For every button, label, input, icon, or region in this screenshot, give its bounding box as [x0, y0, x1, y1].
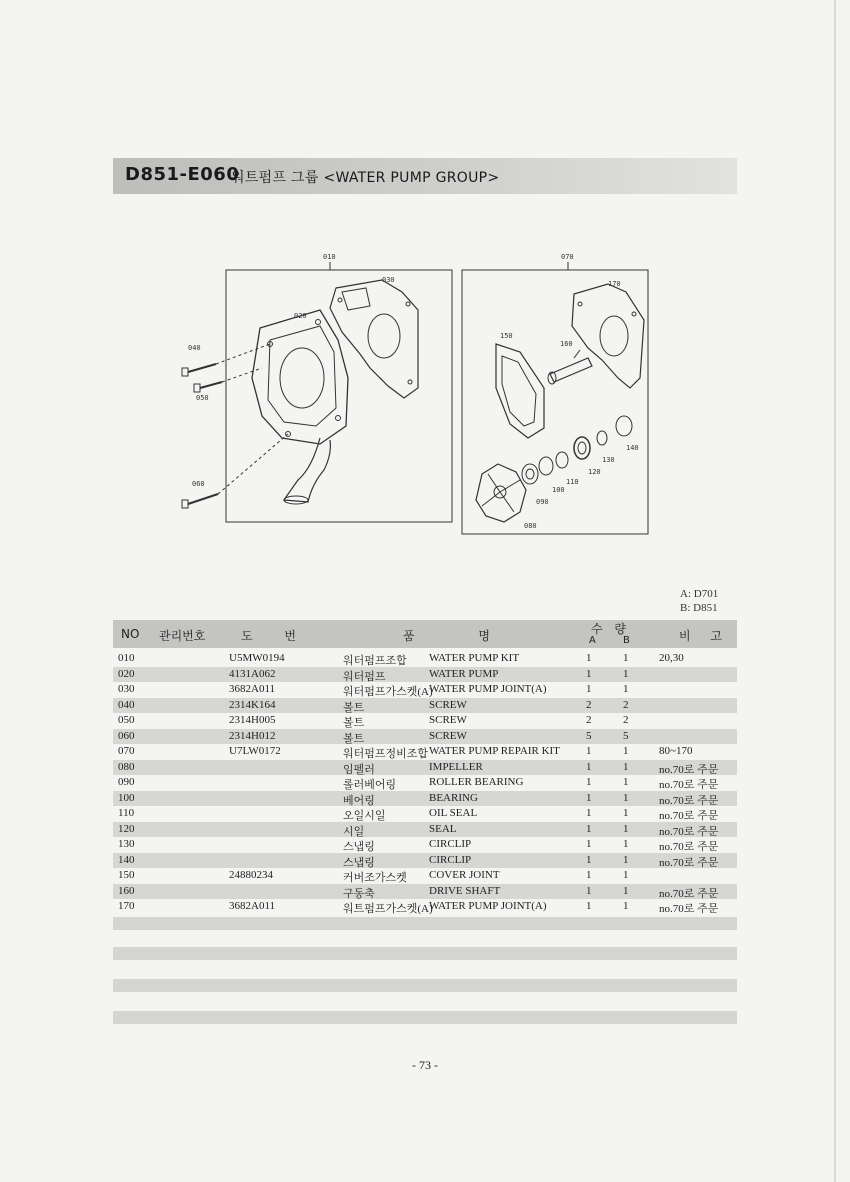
label-170: 170 [608, 280, 621, 288]
row-no: 140 [118, 853, 135, 866]
label-160: 160 [560, 340, 573, 348]
row-english-name: DRIVE SHAFT [429, 884, 501, 897]
row-korean-name: 시일 [343, 825, 365, 838]
seal-120 [574, 437, 590, 459]
header-quantity-b: B [623, 635, 630, 646]
row-remark: no.70로 주문 [659, 887, 719, 900]
row-qty-b: 1 [623, 760, 629, 773]
label-140: 140 [626, 444, 639, 452]
row-english-name: CIRCLIP [429, 838, 472, 850]
row-qty-b: 1 [623, 869, 629, 881]
row-qty-a: 1 [586, 807, 592, 819]
row-qty-a: 1 [586, 853, 592, 866]
row-qty-a: 1 [586, 652, 592, 664]
row-no: 070 [118, 745, 135, 757]
label-060: 060 [192, 480, 205, 488]
row-drawing-number: 2314H012 [229, 729, 276, 742]
row-no: 040 [118, 698, 135, 711]
row-korean-name: 워터펌프조합 [343, 655, 407, 667]
row-remark: no.70로 주문 [659, 856, 719, 869]
row-english-name: COVER JOINT [429, 869, 500, 881]
row-qty-a: 2 [586, 714, 592, 726]
row-no: 110 [118, 807, 135, 819]
table-row [113, 899, 737, 915]
table-row [113, 853, 737, 869]
row-no: 120 [118, 822, 135, 835]
header-management-number: 관리번호 [159, 629, 206, 643]
row-drawing-number: 24880234 [229, 869, 273, 881]
bolt-040 [182, 364, 216, 376]
row-english-name: IMPELLER [429, 760, 483, 773]
bearing-100 [539, 457, 553, 475]
row-no: 170 [118, 900, 135, 912]
row-english-name: CIRCLIP [429, 853, 472, 866]
row-english-name: SCREW [429, 729, 467, 742]
row-qty-b: 2 [623, 698, 629, 711]
row-drawing-number: U5MW0194 [229, 652, 285, 664]
row-english-name: WATER PUMP JOINT(A) [429, 683, 547, 695]
table-row [113, 744, 737, 760]
row-english-name: OIL SEAL [429, 807, 478, 819]
row-no: 130 [118, 838, 135, 850]
row-korean-name: 볼트 [343, 732, 365, 745]
empty-row-band [113, 979, 737, 992]
row-qty-a: 1 [586, 869, 592, 881]
row-no: 150 [118, 869, 135, 881]
empty-row-band [113, 947, 737, 960]
row-qty-a: 2 [586, 698, 592, 711]
table-row [113, 698, 737, 714]
label-110: 110 [566, 478, 579, 486]
row-qty-a: 1 [586, 745, 592, 757]
row-english-name: SEAL [429, 822, 457, 835]
table-row [113, 806, 737, 822]
table-row [113, 729, 737, 745]
gasket-170 [572, 284, 644, 388]
label-150: 150 [500, 332, 513, 340]
empty-row-band [113, 1011, 737, 1024]
row-drawing-number: 2314K164 [229, 698, 276, 711]
table-row [113, 837, 737, 853]
row-no: 080 [118, 760, 135, 773]
label-130: 130 [602, 456, 615, 464]
row-english-name: WATER PUMP REPAIR KIT [429, 745, 560, 757]
row-no: 160 [118, 884, 135, 897]
row-korean-name: 오일시일 [343, 810, 386, 822]
row-remark: no.70로 주문 [659, 903, 719, 915]
parts-table-body [113, 651, 737, 915]
row-qty-a: 5 [586, 729, 592, 742]
exploded-parts-diagram [170, 248, 650, 544]
assembly-010-box [226, 270, 452, 522]
label-100: 100 [552, 486, 565, 494]
table-row [113, 868, 737, 884]
label-090: 090 [536, 498, 549, 506]
row-qty-a: 1 [586, 791, 592, 804]
header-part-name: 품 명 [403, 629, 520, 643]
header-quantity-a: A [589, 635, 596, 646]
circlip-140 [616, 416, 632, 436]
row-korean-name: 롤러베어링 [343, 779, 397, 791]
row-korean-name: 워트펌프가스켓(A) [343, 903, 433, 915]
row-english-name: ROLLER BEARING [429, 776, 524, 788]
row-remark: no.70로 주문 [659, 794, 719, 807]
oil-seal-110 [556, 452, 568, 468]
row-drawing-number: 3682A011 [229, 683, 276, 695]
table-row [113, 682, 737, 698]
label-030: 030 [382, 276, 395, 284]
drive-shaft-160 [548, 350, 592, 384]
row-no: 090 [118, 776, 135, 788]
table-row [113, 760, 737, 776]
row-remark: no.70로 주문 [659, 779, 719, 791]
row-qty-a: 1 [586, 900, 592, 912]
table-row [113, 791, 737, 807]
row-remark: no.70로 주문 [659, 825, 719, 838]
row-english-name: WATER PUMP JOINT(A) [429, 900, 547, 912]
circlip-130 [597, 431, 607, 445]
row-english-name: SCREW [429, 698, 467, 711]
row-remark: 20,30 [659, 652, 684, 664]
row-korean-name: 볼트 [343, 717, 365, 729]
header-no: NO [121, 627, 140, 641]
model-legend [680, 587, 718, 615]
label-050: 050 [196, 394, 209, 402]
table-row [113, 651, 737, 667]
row-remark: no.70로 주문 [659, 810, 719, 822]
impeller-080 [476, 464, 526, 522]
row-qty-b: 1 [623, 822, 629, 835]
label-020: 020 [294, 312, 307, 320]
row-qty-b: 1 [623, 683, 629, 695]
row-english-name: SCREW [429, 714, 467, 726]
table-row [113, 775, 737, 791]
row-no: 100 [118, 791, 135, 804]
row-qty-b: 1 [623, 853, 629, 866]
label-010: 010 [323, 253, 336, 261]
cover-joint-150 [496, 344, 544, 438]
row-korean-name: 워터펌프 [343, 670, 386, 683]
row-korean-name: 스냅링 [343, 856, 375, 869]
row-korean-name: 워터펌프가스켓(A) [343, 686, 433, 698]
table-row [113, 667, 737, 683]
row-qty-b: 1 [623, 791, 629, 804]
row-no: 050 [118, 714, 135, 726]
label-080: 080 [524, 522, 537, 530]
row-remark: no.70로 주문 [659, 841, 719, 853]
row-remark: 80~170 [659, 745, 693, 757]
row-korean-name: 스냅링 [343, 841, 375, 853]
row-no: 020 [118, 667, 135, 680]
row-qty-b: 2 [623, 714, 629, 726]
table-row [113, 713, 737, 729]
row-english-name: WATER PUMP [429, 667, 499, 680]
row-qty-b: 1 [623, 667, 629, 680]
row-no: 010 [118, 652, 135, 664]
model-b-label: B: D851 [680, 602, 718, 614]
row-korean-name: 베어링 [343, 794, 375, 807]
row-qty-b: 1 [623, 652, 629, 664]
table-row [113, 884, 737, 900]
row-drawing-number: 3682A011 [229, 900, 276, 912]
table-row [113, 822, 737, 838]
row-qty-a: 1 [586, 884, 592, 897]
row-qty-b: 1 [623, 838, 629, 850]
row-english-name: WATER PUMP KIT [429, 652, 520, 664]
row-english-name: BEARING [429, 791, 478, 804]
label-040: 040 [188, 344, 201, 352]
parts-table-header [113, 620, 737, 648]
row-korean-name: 임펠러 [343, 763, 375, 776]
bolt-060 [182, 494, 218, 508]
header-drawing-number: 도 번 [241, 629, 310, 643]
header-quantity: 수 량 [591, 622, 630, 636]
row-qty-b: 1 [623, 745, 629, 757]
row-qty-a: 1 [586, 838, 592, 850]
row-korean-name: 구동축 [343, 887, 375, 900]
row-qty-b: 1 [623, 884, 629, 897]
model-a-label: A: D701 [680, 588, 719, 600]
page-edge-line [834, 0, 836, 1182]
row-korean-name: 볼트 [343, 701, 365, 714]
row-no: 060 [118, 729, 135, 742]
row-qty-b: 1 [623, 807, 629, 819]
row-drawing-number: U7LW0172 [229, 745, 281, 757]
row-qty-a: 1 [586, 822, 592, 835]
row-korean-name: 커버조가스켓 [343, 872, 407, 884]
row-qty-a: 1 [586, 683, 592, 695]
row-korean-name: 워터펌프정비조합 [343, 748, 429, 760]
section-title-bar [113, 158, 737, 194]
group-code: D851-E060 [125, 164, 240, 185]
bolt-050 [194, 382, 222, 392]
row-drawing-number: 4131A062 [229, 667, 276, 680]
row-qty-a: 1 [586, 760, 592, 773]
label-120: 120 [588, 468, 601, 476]
row-qty-b: 5 [623, 729, 629, 742]
page-number: - 73 - [412, 1058, 438, 1072]
header-remarks: 비 고 [679, 629, 730, 643]
row-qty-a: 1 [586, 776, 592, 788]
row-qty-b: 1 [623, 900, 629, 912]
label-070: 070 [561, 253, 574, 261]
row-drawing-number: 2314H005 [229, 714, 276, 726]
row-qty-a: 1 [586, 667, 592, 680]
row-qty-b: 1 [623, 776, 629, 788]
row-remark: no.70로 주문 [659, 763, 719, 776]
roller-bearing-090 [522, 464, 538, 484]
empty-row-band [113, 917, 737, 930]
repair-kit-070-box [462, 270, 648, 534]
group-title: 워트펌프 그룹 <WATER PUMP GROUP> [231, 170, 500, 186]
row-no: 030 [118, 683, 135, 695]
gasket-030 [330, 280, 418, 398]
